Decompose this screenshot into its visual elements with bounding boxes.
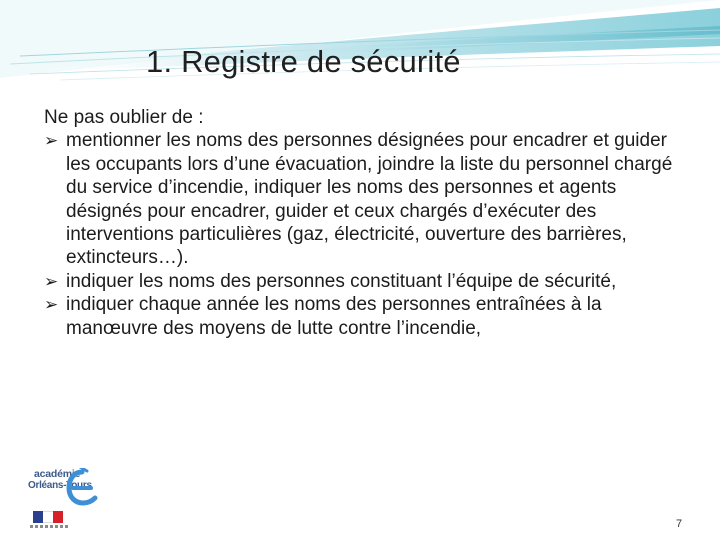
bullet-list <box>44 129 684 340</box>
french-flag-icon <box>33 511 63 523</box>
intro-text: Ne pas oublier de : <box>44 107 204 128</box>
logo-e-icon <box>66 468 98 506</box>
slide-body <box>44 106 684 340</box>
bullet-text: mentionner les noms des personnes désignées pour encadrer et guider les occupants lors d’une évacuation, joindre la liste du personnel chargé du service d’incendie, indiquer les noms des personnes et agents désignés pour encadrer, guider et ceux chargés d’exécuter des interventions particulières (gaz, électricité, ouverture des barrières, extincteurs…). <box>66 130 673 269</box>
logo-caption-decoration <box>30 525 70 528</box>
arrow-bullet-icon: ➢ <box>44 131 59 151</box>
list-item <box>44 293 684 340</box>
bullet-text: indiquer les noms des personnes constituant l’équipe de sécurité, <box>66 270 617 292</box>
slide-title: 1. Registre de sécurité <box>146 44 461 79</box>
page-number: 7 <box>676 518 683 530</box>
bullet-text: indiquer chaque année les noms des personnes entraînées à la manœuvre des moyens de lutte contre l’incendie, <box>66 294 602 339</box>
logo-line1: académie <box>34 468 81 480</box>
arrow-bullet-icon: ➢ <box>44 295 59 315</box>
arrow-bullet-icon: ➢ <box>44 271 59 291</box>
list-item <box>44 270 684 293</box>
academie-logo <box>28 462 98 532</box>
list-item <box>44 129 684 269</box>
logo-line2: Orléans-Tours <box>28 480 92 491</box>
